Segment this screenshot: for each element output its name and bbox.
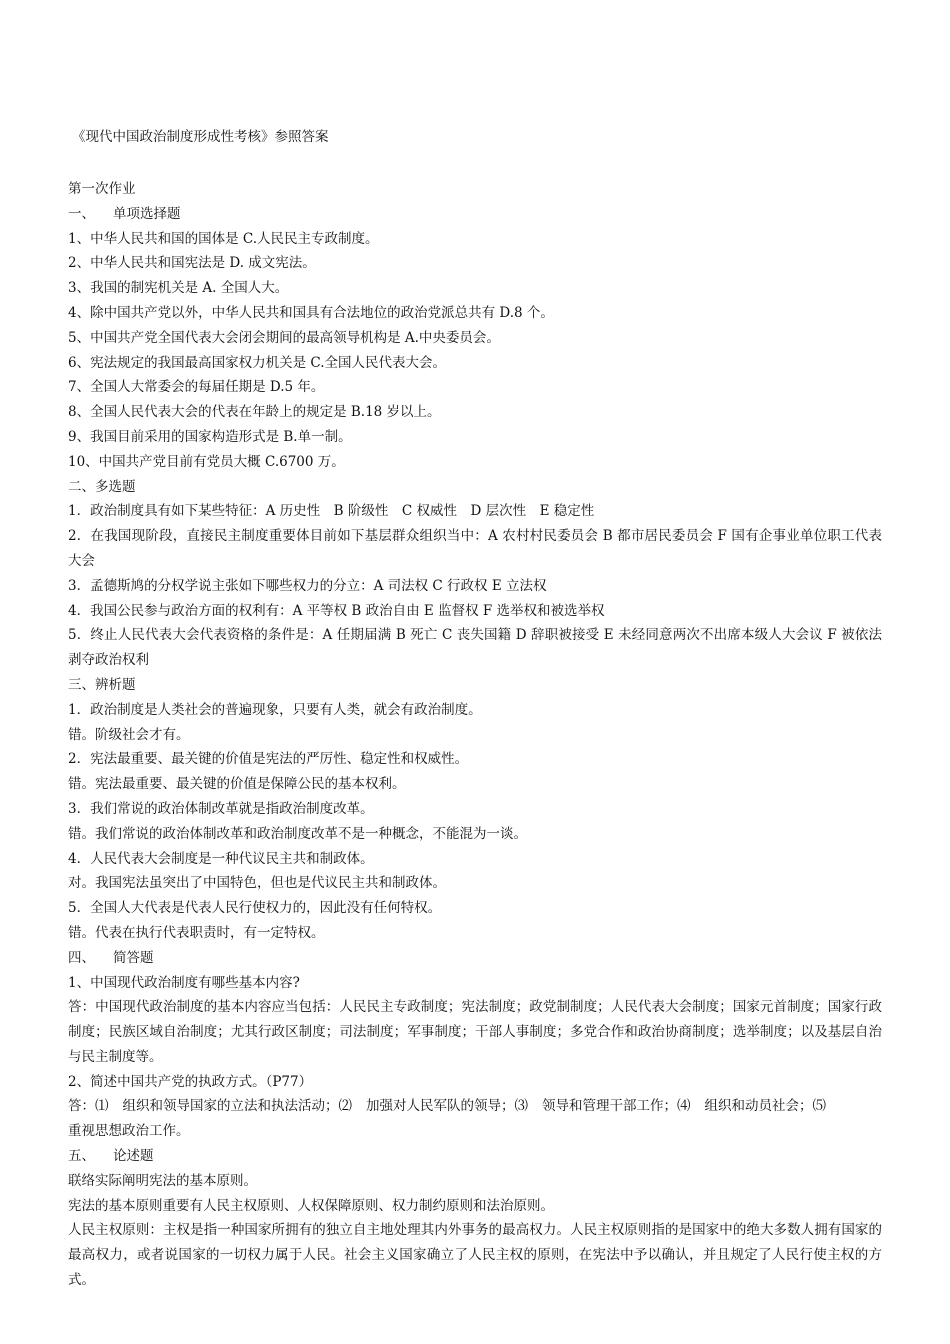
list-item: 10、中国共产党目前有党员大概 C.6700 万。 [68,453,345,470]
list-item: 5、中国共产党全国代表大会闭会期间的最高领导机构是 A.中央委员会。 [68,329,500,346]
question: 2、简述中国共产党的执政方式。（P77） [68,1073,313,1090]
list-item: 9、我国目前采用的国家构造形式是 B.单一制。 [68,428,352,445]
answer-part: 组织和动员社会； [704,1098,813,1115]
answer: 人民主权原则：主权是指一种国家所拥有的独立自主地处理其内外事务的最高权力。人民主权原则指的是国家中的绝大多数人拥有国家的最高权力，或者说国家的一切权力属于人民。社会主义国家确立了人民主权的原则，在宪法中予以确认，并且规定了人民行使主权的方式。 [68,1222,882,1289]
answer-part: 组织和领导国家的立法和执法活动； [122,1098,339,1115]
question: 联络实际阐明宪法的基本原则。 [68,1172,257,1189]
list-item: 2．宪法最重要、最关键的价值是宪法的严厉性、稳定性和权威性。 [68,751,469,768]
document-body [68,177,882,1293]
list-item: 对。我国宪法虽突出了中国特色，但也是代议民主共和制政体。 [68,875,446,892]
section-heading-multiple-choice: 二、多选题 [68,478,136,495]
list-item: 7、全国人大常委会的每届任期是 D.5 年。 [68,379,325,396]
answer [68,1094,882,1144]
list-item: 1．政治制度是人类社会的普遍现象，只要有人类，就会有政治制度。 [68,701,482,718]
document-title: 《现代中国政治制度形成性考核》参照答案 [72,129,329,145]
section-number: 一、 [68,205,95,222]
enum-marker: ⑵ [338,1098,352,1115]
section-heading-short-answer [68,946,882,971]
list-item: 4、除中国共产党以外，中华人民共和国具有合法地位的政治党派总共有 D.8 个。 [68,304,554,321]
list-item: 错。代表在执行代表职责时，有一定特权。 [68,924,325,941]
list-item: 1．政治制度具有如下某些特征：A 历史性 B 阶级性 C 权威性 D 层次性 E 稳定性 [68,503,595,520]
section-name: 简答题 [113,949,154,966]
section-heading-single-choice [68,202,882,227]
section-name: 论述题 [113,1148,154,1165]
list-item: 5．终止人民代表大会代表资格的条件是：A 任期届满 B 死亡 C 丧失国籍 D 辞职被接受 E 未经同意两次不出席本级人大会议 F 被依法剥夺政治权利 [68,627,882,669]
section-number: 五、 [68,1148,95,1165]
section-heading-analysis: 三、辨析题 [68,676,136,693]
answer-part: 加强对人民军队的领导； [366,1098,515,1115]
answer-prefix: 答： [68,1098,95,1115]
answer: 答：中国现代政治制度的基本内容应当包括：人民民主专政制度；宪法制度；政党制制度；人民代表大会制度；国家元首制度；国家行政制度；民族区域自治制度；尤其行政区制度；司法制度；军事制度；干部人事制度；多党合作和政治协商制度；选举制度；以及基层自治与民主制度等。 [68,999,882,1065]
list-item: 4．我国公民参与政治方面的权利有：A 平等权 B 政治自由 E 监督权 F 选举权和被选举权 [68,602,605,619]
list-item: 2．在我国现阶段，直接民主制度重要体目前如下基层群众组织当中：A 农村村民委员会 B 都市居民委员会 F 国有企事业单位职工代表大会 [68,528,882,569]
enum-marker: ⑴ [95,1098,109,1115]
enum-marker: ⑷ [677,1098,691,1115]
list-item: 3、我国的制宪机关是 A. 全国人大。 [68,280,289,297]
answer-part: 重视思想政治工作。 [68,1123,190,1140]
list-item: 错。我们常说的政治体制改革和政治制度改革不是一种概念，不能混为一谈。 [68,825,527,842]
list-item: 2、中华人民共和国宪法是 D. 成文宪法。 [68,255,316,272]
question: 1、中国现代政治制度有哪些基本内容? [68,974,300,991]
enum-marker: ⑶ [514,1098,528,1115]
list-item: 8、全国人民代表大会的代表在年龄上的规定是 B.18 岁以上。 [68,404,441,421]
section-number: 四、 [68,949,95,966]
list-item: 错。阶级社会才有。 [68,726,190,743]
list-item: 1、中华人民共和国的国体是 C.人民民主专政制度。 [68,230,379,247]
answer: 宪法的基本原则重要有人民主权原则、人权保障原则、权力制约原则和法治原则。 [68,1197,554,1214]
list-item: 3．孟德斯鸠的分权学说主张如下哪些权力的分立：A 司法权 C 行政权 E 立法权 [68,577,547,594]
list-item: 6、宪法规定的我国最高国家权力机关是 C.全国人民代表大会。 [68,354,447,371]
assignment-heading: 第一次作业 [68,181,136,197]
list-item: 4．人民代表大会制度是一种代议民主共和制政体。 [68,850,374,867]
list-item: 3．我们常说的政治体制改革就是指政治制度改革。 [68,800,374,817]
section-heading-essay [68,1144,882,1169]
list-item: 5．全国人大代表是代表人民行使权力的，因此没有任何特权。 [68,900,442,917]
answer-part: 领导和管理干部工作； [542,1098,677,1115]
enum-marker: ⑸ [812,1098,826,1115]
section-name: 单项选择题 [113,205,181,222]
list-item: 错。宪法最重要、最关键的价值是保障公民的基本权利。 [68,776,406,793]
